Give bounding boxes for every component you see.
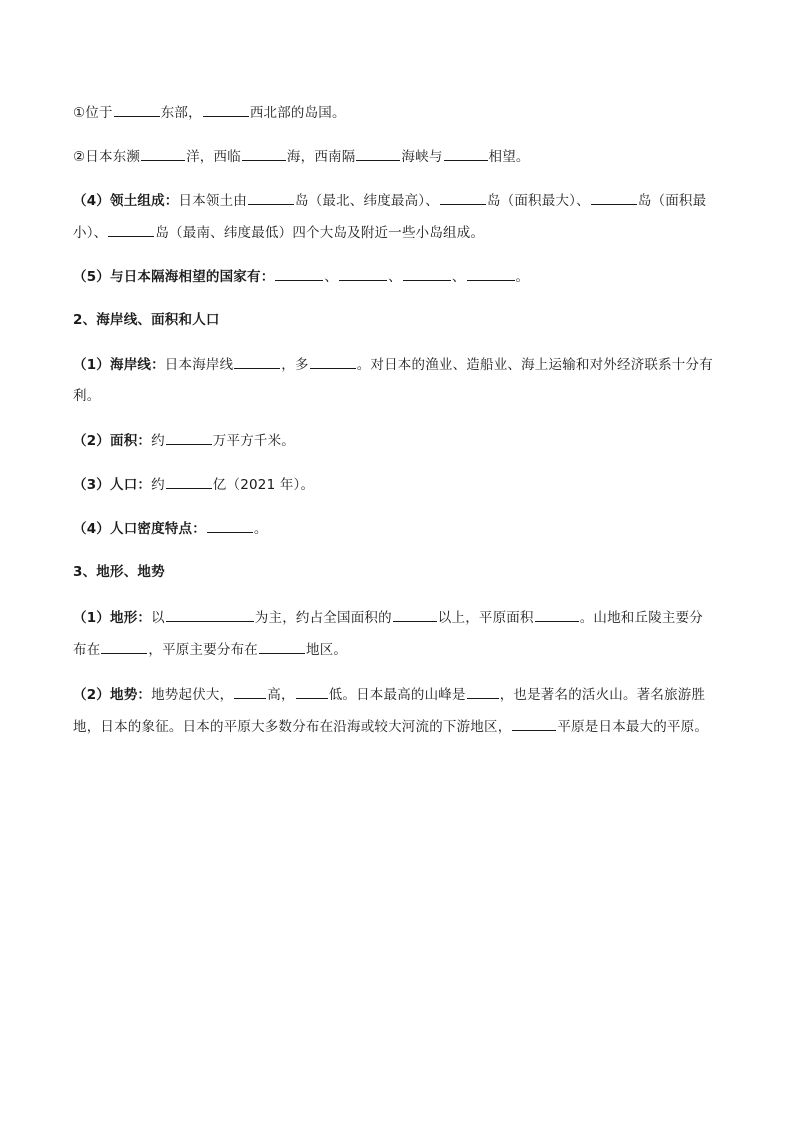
text: 岛（最南、纬度最低）四个大岛及附近一些小岛组成。	[155, 225, 485, 241]
blank	[393, 607, 437, 622]
blank	[356, 146, 400, 161]
text: 约	[151, 433, 165, 449]
text: 高，	[267, 687, 295, 703]
text: 西北部的岛国。	[249, 105, 346, 121]
blank	[591, 190, 637, 205]
separator: 、	[324, 269, 339, 285]
item-label: （2）面积：	[73, 433, 152, 449]
text: 。	[253, 521, 268, 537]
text: 岛（最北、纬度最高）、	[295, 193, 439, 209]
text: ②日本东濒	[73, 149, 141, 165]
blank	[207, 518, 253, 533]
blank	[141, 146, 185, 161]
location-line-1	[73, 102, 733, 123]
blank	[339, 266, 387, 281]
blank	[467, 266, 515, 281]
text: 以上，平原面积	[437, 610, 534, 626]
text: 岛（面积最	[637, 193, 707, 209]
item-label: （4）人口密度特点：	[73, 521, 206, 537]
item-label: （1）海岸线：	[73, 357, 165, 373]
section-2-heading: 2、海岸线、面积和人口	[73, 312, 220, 328]
text: 低。日本最高的山峰是	[328, 687, 466, 703]
relief-line-1	[73, 684, 733, 705]
density-line	[73, 518, 733, 539]
blank	[467, 684, 499, 699]
text: 相望。	[488, 149, 530, 165]
terrain-line-1	[73, 607, 733, 628]
blank	[275, 266, 323, 281]
text: 地，日本的象征。日本的平原大多数分布在沿海或较大河流的下游地区，	[73, 719, 512, 735]
blank	[234, 354, 280, 369]
population-line	[73, 474, 733, 495]
terrain-line-2	[73, 639, 733, 660]
area-line	[73, 430, 733, 451]
text: 亿（2021 年）。	[212, 477, 315, 493]
separator: 、	[451, 269, 466, 285]
text: 海，西南隔	[286, 149, 356, 165]
neighbors-line	[73, 266, 733, 287]
text: 岛（面积最大）、	[486, 193, 590, 209]
item-label: （2）地势：	[73, 687, 152, 703]
blank	[259, 639, 305, 654]
blank	[166, 430, 212, 445]
blank	[203, 102, 249, 117]
territory-line-1	[73, 190, 733, 211]
blank	[403, 266, 451, 281]
separator: 、	[388, 269, 402, 285]
item-label: （5）与日本隔海相望的国家有：	[73, 269, 275, 285]
text: 平原是日本最大的平原。	[557, 719, 709, 735]
text: 地势起伏大，	[151, 687, 234, 703]
text: 以	[151, 610, 165, 626]
text: 万平方千米。	[212, 433, 295, 449]
blank	[234, 684, 266, 699]
text: 日本海岸线	[164, 357, 234, 373]
text: ①位于	[73, 105, 113, 121]
text: 东部，	[160, 105, 202, 121]
text: 利。	[73, 388, 101, 404]
blank	[101, 639, 147, 654]
text: 小）、	[73, 225, 108, 241]
item-label: （3）人口：	[73, 477, 152, 493]
blank	[440, 190, 486, 205]
text: 为主，约占全国面积的	[254, 610, 392, 626]
coastline-line-1	[73, 354, 733, 375]
text: 约	[151, 477, 165, 493]
item-label: （4）领土组成：	[73, 193, 179, 209]
blank	[512, 716, 556, 731]
blank	[248, 190, 294, 205]
item-label: （1）地形：	[73, 610, 152, 626]
text: 。	[515, 269, 530, 285]
coastline-line-2	[73, 386, 733, 406]
blank	[444, 146, 488, 161]
text: ，多	[281, 357, 309, 373]
blank	[535, 607, 579, 622]
text: 。对日本的渔业、造船业、海上运输和对外经济联系十分有	[356, 357, 713, 373]
relief-line-2	[73, 716, 733, 737]
text: 布在	[73, 642, 101, 658]
blank	[296, 684, 328, 699]
blank	[166, 474, 212, 489]
text: ，也是著名的活火山。著名旅游胜	[499, 687, 706, 703]
location-line-2	[73, 146, 733, 167]
blank	[310, 354, 356, 369]
blank	[166, 607, 254, 622]
blank	[242, 146, 286, 161]
text: 海峡与	[401, 149, 443, 165]
text: 。山地和丘陵主要分	[579, 610, 704, 626]
text: 洋，西临	[186, 149, 241, 165]
text: 日本领土由	[178, 193, 247, 209]
text: 地区。	[306, 642, 348, 658]
text: ，平原主要分布在	[148, 642, 259, 658]
blank	[108, 222, 154, 237]
territory-line-2	[73, 222, 733, 243]
blank	[114, 102, 160, 117]
section-3-heading: 3、地形、地势	[73, 564, 165, 580]
